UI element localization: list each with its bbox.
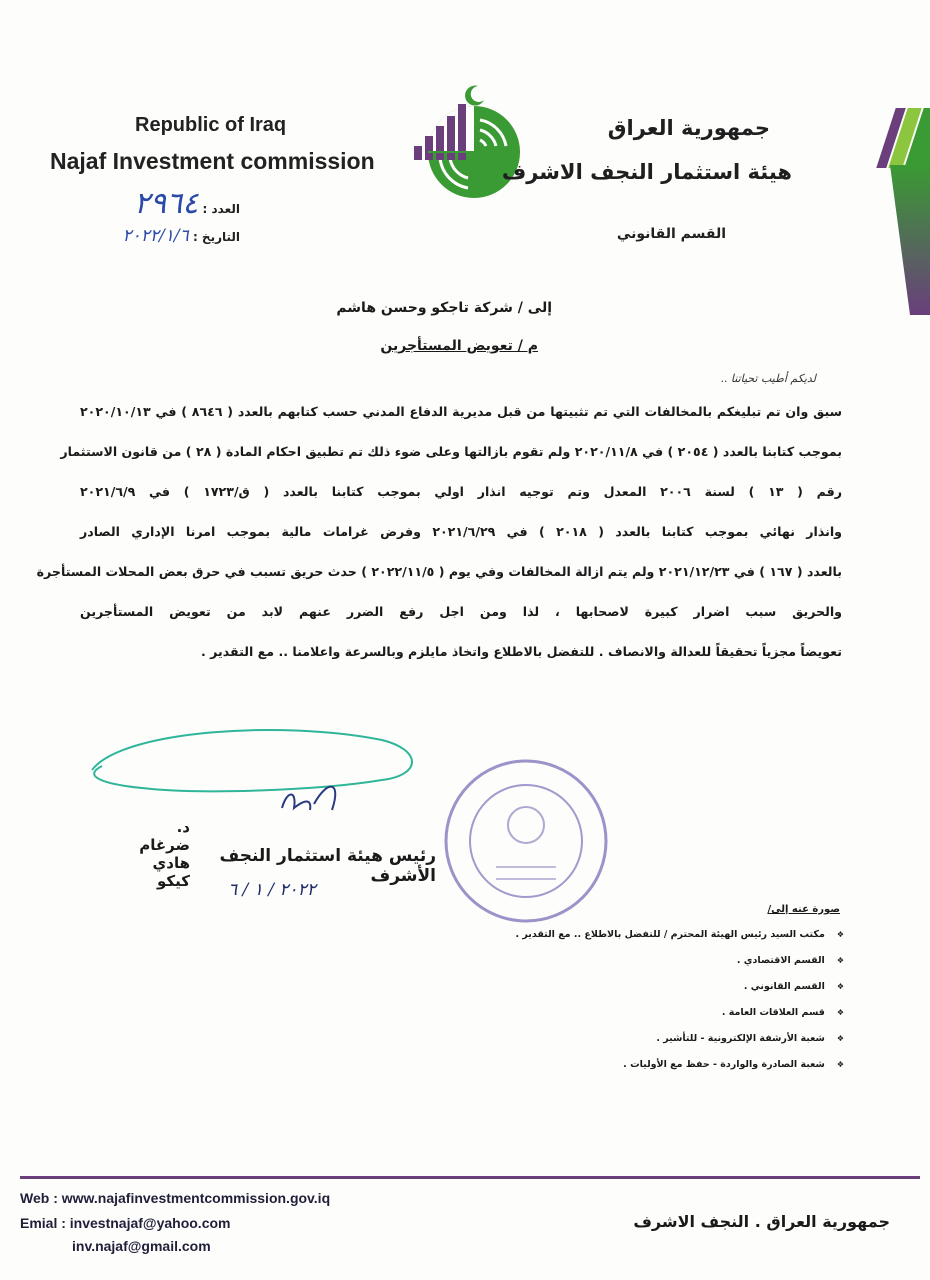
signature-date: ٢٠٢٢ / ١ / ٦	[228, 880, 316, 900]
footer-email-secondary: inv.najaf@gmail.com	[72, 1238, 211, 1254]
reference-number	[70, 186, 240, 221]
bullet-icon: ❖	[836, 956, 844, 965]
copies-title: صورة عنه إلى/	[767, 904, 840, 915]
copy-recipient: القسم الاقتصادي .	[736, 955, 825, 966]
header-ar-country: جمهورية العراق	[607, 116, 770, 140]
header-en-commission: Najaf Investment commission	[50, 148, 375, 174]
reference-number-label: العدد :	[202, 202, 240, 216]
signatory-name: د. ضرغام هادي كيكو	[139, 818, 190, 890]
bullet-icon: ❖	[836, 1008, 844, 1017]
letter-line: تعويضاً مجزياً تحقيقاً للعدالة والانصاف . للتفضل بالاطلاع واتخاذ مايلزم وبالسرعة واعلامنا .. مع التقدير .	[201, 644, 842, 659]
copy-recipient: قسم العلاقات العامة .	[721, 1007, 825, 1018]
bullet-icon: ❖	[836, 930, 844, 939]
letter-body	[36, 392, 842, 672]
copy-recipient: مكتب السيد رئيس الهيئة المحترم / للتفضل بالاطلاع .. مع التقدير .	[515, 929, 825, 940]
letter-greeting: لديكم أطيب تحياتنا ..	[720, 372, 816, 385]
header-ar-commission: هيئة استثمار النجف الاشرف	[501, 160, 792, 184]
footer-address: جمهورية العراق . النجف الاشرف	[633, 1212, 890, 1231]
reference-date-label: التاريخ :	[192, 230, 240, 244]
copy-recipient: القسم القانوني .	[743, 981, 825, 992]
list-item	[515, 1026, 844, 1052]
letter-line: والحريق سبب اضرار كبيرة لاصحابها ، لذا ومن اجل رفع الضرر عنهم لابد من تعويض المستأجرين	[80, 604, 842, 619]
bullet-icon: ❖	[836, 1060, 844, 1069]
letter-recipient: إلى / شركة تاجكو وحسن هاشم	[336, 300, 552, 316]
letter-line: وانذار نهائي بموجب كتابنا بالعدد ( ٢٠١٨ ) في ٢٠٢١/٦/٢٩ وفرض غرامات مالية بموجب امرنا الإداري الصادر	[80, 524, 842, 539]
header-en-country: Republic of Iraq	[135, 114, 287, 136]
reference-number-value: ٢٩٦٤	[133, 186, 199, 221]
list-item	[515, 922, 844, 948]
copy-recipient: شعبة الأرشفة الإلكترونية - للتأشير .	[656, 1033, 825, 1044]
list-item	[515, 1052, 844, 1078]
reference-date-value: ٢٠٢٢/١/٦	[122, 226, 189, 246]
letter-line: بموجب كتابنا بالعدد ( ٢٠٥٤ ) في ٢٠٢٠/١١/٨ ولم تقوم بازالتها وعلى ضوء ذلك تم تطبيق احكام المادة ( ٢٨ ) من قانون الاستثمار	[60, 444, 842, 459]
reference-date	[70, 226, 240, 246]
bullet-icon: ❖	[836, 982, 844, 991]
footer-email-primary: Emial : investnajaf@yahoo.com	[20, 1215, 231, 1231]
official-stamp-icon	[436, 755, 616, 927]
header-band-column	[880, 165, 930, 315]
list-item	[515, 1000, 844, 1026]
copy-recipient: شعبة الصادرة والواردة - حفظ مع الأوليات .	[623, 1059, 825, 1070]
commission-logo-icon	[410, 80, 530, 210]
list-item	[515, 974, 844, 1000]
letter-line: سبق وان تم تبليغكم بالمخالفات التي تم تثبيتها من قبل مديرية الدفاع المدني حسب كتابهم بالعدد ( ٨٦٤٦ ) في ٢٠٢٠/١٠/١٣	[80, 404, 842, 419]
bullet-icon: ❖	[836, 1034, 844, 1043]
copies-list	[515, 922, 844, 1078]
letter-line: رقم ( ١٣ ) لسنة ٢٠٠٦ المعدل وتم توجيه انذار اولي بموجب كتابنا بالعدد ( ق/١٧٢٣ ) في ٢٠٢١/٦/٩	[80, 484, 842, 499]
footer-website: Web : www.najafinvestmentcommission.gov.iq	[20, 1190, 331, 1206]
signature-scribble-icon	[82, 720, 422, 830]
letter-subject: م / تعويض المستأجرين	[380, 338, 538, 354]
signatory-title: رئيس هيئة استثمار النجف الأشرف	[219, 846, 436, 886]
header-ar-department: القسم القانوني	[616, 226, 726, 242]
list-item	[515, 948, 844, 974]
letter-line: بالعدد ( ١٦٧ ) في ٢٠٢١/١٢/٢٣ ولم يتم ازالة المخالفات وفي يوم ( ٢٠٢٢/١١/٥ ) حدث حريق تسبب في حرق بعض المحلات المستأجرة	[36, 564, 842, 579]
footer-divider	[20, 1176, 920, 1179]
